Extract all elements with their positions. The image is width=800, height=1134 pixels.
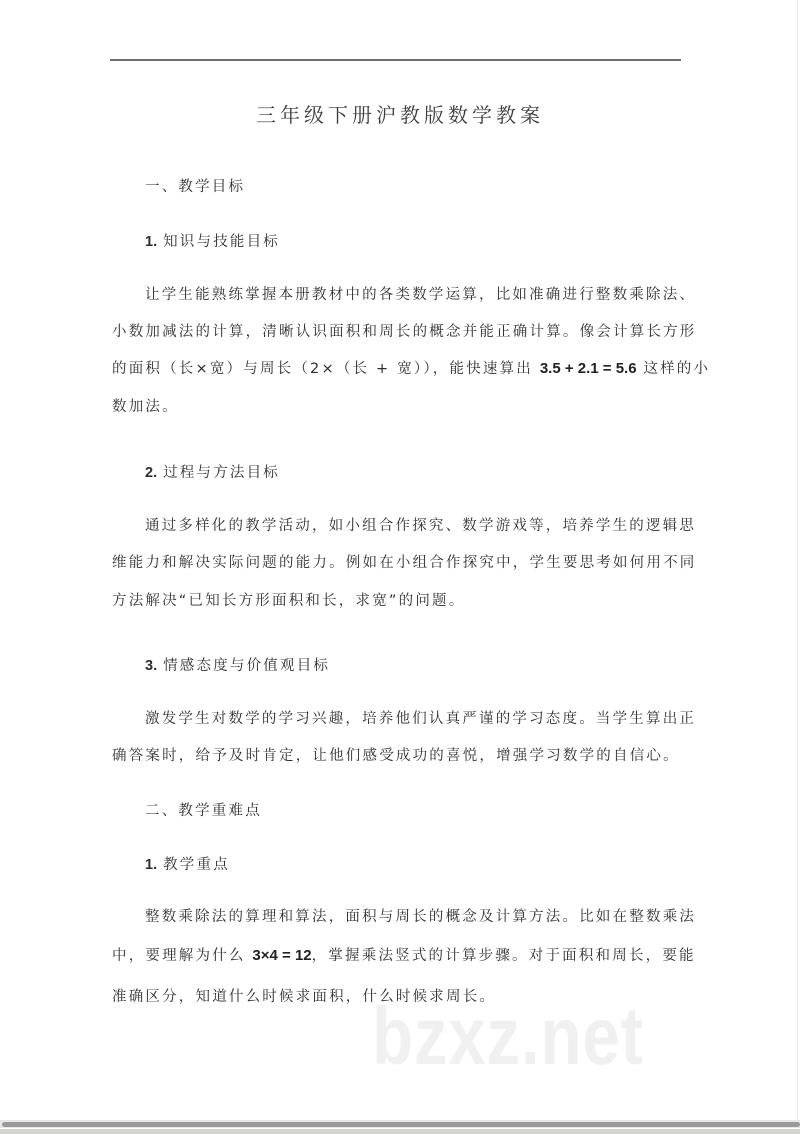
subsection-title: 过程与方法目标 <box>163 465 280 481</box>
subsection-number: 1. <box>145 857 158 873</box>
paragraph-line: 整数乘除法的算理和算法，面积与周长的概念及计算方法。比如在整数乘法 <box>145 909 697 925</box>
header-rule <box>110 59 681 61</box>
paragraph-line: 维能力和解决实际问题的能力。例如在小组合作探究中，学生要思考如何用不同 <box>112 555 697 571</box>
document-title: 三年级下册沪教版数学教案 <box>256 103 544 127</box>
paragraph-line <box>112 944 696 965</box>
subsection-number: 1. <box>145 234 158 250</box>
paragraph-line: 方法解决“已知长方形面积和长，求宽”的问题。 <box>112 593 466 609</box>
watermark-text: bzxz.net <box>372 991 644 1082</box>
paragraph-text: 这样的小 <box>643 361 711 377</box>
subsection-title: 知识与技能目标 <box>163 234 280 250</box>
subsection-heading-knowledge-skills <box>145 230 280 251</box>
paragraph-line: 准确区分，知道什么时候求面积，什么时候求周长。 <box>112 989 497 1005</box>
subsection-heading-process-methods <box>145 461 280 482</box>
paragraph-line: 激发学生对数学的学习兴趣，培养他们认真严谨的学习态度。当学生算出正 <box>145 711 697 727</box>
paragraph-text: 的面积（长×宽）与周长（2×（长 + 宽）），能快速算出 <box>112 361 533 377</box>
subsection-title: 情感态度与价值观目标 <box>163 658 331 674</box>
math-expression: 3.5 + 2.1 = 5.6 <box>539 360 637 377</box>
paragraph-text: ，掌握乘法竖式的计算步骤。对于面积和周长，要能 <box>311 948 696 964</box>
subsection-title: 教学重点 <box>163 857 230 873</box>
section-heading-key-difficult-points: 二、教学重难点 <box>145 803 262 819</box>
paragraph-line: 小数加减法的计算，清晰认识面积和周长的概念并能正确计算。像会计算长方形 <box>112 324 697 340</box>
paragraph-line: 确答案时，给予及时肯定，让他们感受成功的喜悦，增强学习数学的自信心。 <box>112 748 680 764</box>
subsection-heading-attitudes-values <box>145 654 330 675</box>
subsection-heading-teaching-focus <box>145 853 230 874</box>
paragraph-line: 让学生能熟练掌握本册教材中的各类数学运算，比如准确进行整数乘除法、 <box>145 287 697 303</box>
subsection-number: 3. <box>145 658 158 674</box>
subsection-number: 2. <box>145 465 158 481</box>
horizontal-scrollbar-thumb[interactable] <box>2 1122 800 1127</box>
paragraph-text: 中，要理解为什么 <box>112 948 246 964</box>
section-heading-teaching-goals: 一、教学目标 <box>145 179 246 195</box>
bottom-frame-strip <box>0 1129 800 1134</box>
paragraph-line: 数加法。 <box>112 399 179 415</box>
paragraph-line <box>112 357 710 378</box>
paragraph-line: 通过多样化的教学活动，如小组合作探究、数学游戏等，培养学生的逻辑思 <box>145 518 697 534</box>
math-expression: 3×4 = 12 <box>252 947 312 964</box>
